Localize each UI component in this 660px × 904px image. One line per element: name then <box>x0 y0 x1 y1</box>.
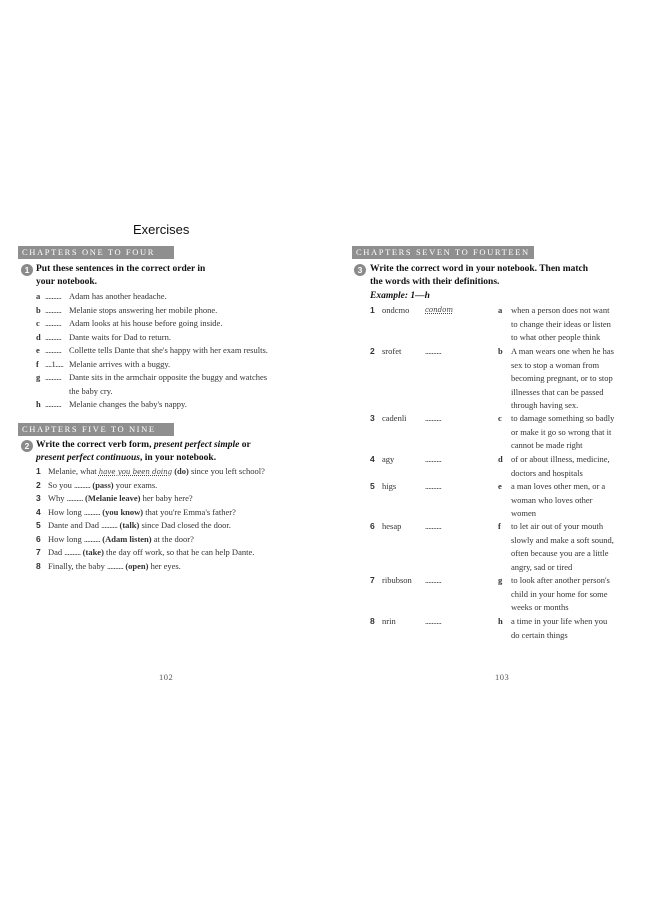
definition-line: to what other people think <box>511 332 601 342</box>
definition-letter: f <box>498 521 501 531</box>
section-bar-chapters-seven-to-fourteen: CHAPTERS SEVEN TO FOURTEEN <box>352 246 534 259</box>
exercise-number-3: 3 <box>354 264 366 276</box>
word-number: 7 <box>370 575 375 585</box>
right-page <box>330 0 660 904</box>
sentence-text: Dante sits in the armchair opposite the buggy and watches <box>69 372 268 382</box>
jumbled-word: nrin <box>382 616 396 626</box>
verb-prompt: (take) <box>82 547 104 557</box>
item-letter: f <box>36 358 39 369</box>
definition-text <box>511 304 631 345</box>
handwritten-answer: have you been doing <box>98 468 173 476</box>
verb-sentence <box>48 546 254 560</box>
answer-blank: .......... <box>101 520 118 530</box>
item-letter: b <box>36 304 41 315</box>
definition-line: doctors and hospitals <box>511 467 583 478</box>
definition-line: child in your home for some <box>511 588 608 599</box>
item-letter: d <box>36 331 41 342</box>
definition-line: slowly and make a soft sound, <box>511 534 614 545</box>
item-number: 6 <box>36 533 41 544</box>
exercise-number-2: 2 <box>21 440 33 452</box>
sentence-text: Adam looks at his house before going inside. <box>69 318 223 328</box>
handwritten-answer: condom <box>425 306 453 314</box>
answer-blank: .......... <box>64 547 81 557</box>
definition-letter: a <box>498 305 503 315</box>
answer-blank: .......... <box>45 304 62 315</box>
jumbled-word: ribubson <box>382 575 412 585</box>
item-letter: a <box>36 291 41 301</box>
definition-letter: h <box>498 616 503 626</box>
answer-blank: .......... <box>45 372 62 382</box>
definition-line: a time in your life when you <box>511 616 608 626</box>
item-letter: h <box>36 399 41 409</box>
definition-line: women <box>511 508 537 518</box>
word-number: 6 <box>370 521 375 531</box>
sentence-start: Finally, the baby <box>48 560 107 571</box>
word-number: 2 <box>370 346 375 356</box>
jumbled-word: cadenli <box>382 413 407 423</box>
sentence-text: Collette tells Dante that she's happy with her exam results. <box>69 345 268 355</box>
sentence-text: the baby cry. <box>69 385 113 396</box>
jumbled-word: ondcmo <box>382 305 410 315</box>
definition-line: to change their ideas or listen <box>511 318 611 329</box>
answer-blank: .......... <box>45 345 62 355</box>
sentence-text: Adam has another headache. <box>69 291 167 301</box>
sentence-start: Melanie, what <box>48 466 99 476</box>
verb-prompt: (open) <box>125 560 149 571</box>
verb-prompt: (you know) <box>102 506 144 517</box>
sentence-end: her baby here? <box>140 493 193 503</box>
sentence-start: Why <box>48 493 67 503</box>
exercise-2-instruction: Write the correct verb form, present perfect simple or present perfect continuous, in your notebook. <box>36 440 251 463</box>
sentence-end: the day off work, so that he can help Dante. <box>103 547 255 557</box>
jumbled-word: hesap <box>382 521 402 531</box>
answer-blank: .......... <box>425 454 442 464</box>
answer-blank: .......... <box>106 560 124 571</box>
item-letter: g <box>36 372 41 382</box>
item-number: 8 <box>36 560 41 571</box>
sentence-text: Melanie arrives with a buggy. <box>69 358 171 369</box>
definition-line: or make it go so wrong that it <box>511 426 612 437</box>
item-number: 3 <box>36 493 41 503</box>
answer-blank: .......... <box>83 533 101 544</box>
answer-blank: .......... <box>425 413 442 423</box>
definition-line: through having sex. <box>511 400 579 410</box>
answer-blank: .......... <box>425 616 442 626</box>
sentence-text: Dante waits for Dad to return. <box>69 331 171 342</box>
definition-letter: d <box>498 454 503 464</box>
jumbled-word: srofet <box>382 346 402 356</box>
verb-prompt: (pass) <box>92 479 114 490</box>
definition-line: cannot be made right <box>511 440 583 450</box>
verb-sentence <box>48 506 236 520</box>
verb-sentence <box>48 465 265 480</box>
definition-line: when a person does not want <box>511 305 610 315</box>
sentence-start: How long <box>48 506 84 517</box>
word-number: 8 <box>370 616 375 626</box>
definition-text <box>511 480 631 521</box>
sentence-start: How long <box>48 533 84 544</box>
definition-line: becoming pregnant, or to stop <box>511 373 613 383</box>
definition-line: of or about illness, medicine, <box>511 454 610 464</box>
item-number: 7 <box>36 547 41 557</box>
item-letter: c <box>36 318 40 328</box>
answer-blank: .......... <box>425 481 442 491</box>
sentence-end: that you're Emma's father? <box>143 506 236 517</box>
definition-text <box>511 412 631 453</box>
page-number-right: 103 <box>495 672 510 682</box>
sentence-end: since Dad closed the door. <box>139 520 231 530</box>
definition-line: illnesses that can be passed <box>511 386 604 397</box>
item-letter: e <box>36 345 40 355</box>
answer-blank: .......... <box>45 399 62 409</box>
definition-line: angry, sad or tired <box>511 561 573 572</box>
definition-line: A man wears one when he has <box>511 346 614 356</box>
verb-sentence <box>48 560 181 574</box>
exercise-3-example: Example: 1—h <box>370 291 430 301</box>
verb-prompt: (Adam listen) <box>102 533 152 544</box>
verb-sentence <box>48 533 194 547</box>
answer-blank: .......... <box>425 575 442 585</box>
verb-sentence <box>48 492 193 506</box>
definition-letter: g <box>498 575 503 585</box>
jumbled-word: agy <box>382 454 395 464</box>
sentence-text: Melanie stops answering her mobile phone. <box>69 304 218 315</box>
page-title: Exercises <box>133 222 190 237</box>
definition-line: to look after another person's <box>511 575 610 585</box>
item-number: 4 <box>36 506 41 517</box>
sentence-end: her eyes. <box>148 560 181 571</box>
word-number: 1 <box>370 305 375 315</box>
definition-line: to damage something so badly <box>511 413 615 423</box>
sentence-end: since you left school? <box>188 466 265 476</box>
sentence-end: at the door? <box>151 533 194 544</box>
answer-blank: .......... <box>45 318 62 328</box>
verb-prompt: (Melanie leave) <box>85 493 141 503</box>
definition-text <box>511 520 631 574</box>
sentence-start: So you <box>48 479 74 490</box>
definition-text <box>511 615 631 642</box>
answer-blank: .......... <box>425 346 442 356</box>
section-bar-chapters-one-to-four: CHAPTERS ONE TO FOUR <box>18 246 174 259</box>
definition-line: weeks or months <box>511 602 569 612</box>
sentence-start: Dad <box>48 547 65 557</box>
jumbled-word: higs <box>382 481 397 491</box>
definition-text <box>511 345 631 413</box>
exercise-3-instruction: Write the correct word in your notebook. Then match the words with their definitions. <box>370 264 589 287</box>
definition-line: woman who loves other <box>511 494 593 505</box>
definition-line: a man loves other men, or a <box>511 481 606 491</box>
item-number: 5 <box>36 520 41 530</box>
verb-sentence <box>48 479 157 493</box>
answer-blank: .......... <box>45 331 62 342</box>
definition-line: do certain things <box>511 629 568 640</box>
item-number: 1 <box>36 466 41 476</box>
definition-line: to let air out of your mouth <box>511 521 604 531</box>
answer-blank: .......... <box>66 493 83 503</box>
definition-letter: e <box>498 481 502 491</box>
sentence-start: Dante and Dad <box>48 520 102 530</box>
section-bar-chapters-five-to-nine: CHAPTERS FIVE TO NINE <box>18 423 174 436</box>
definition-line: often because you are a little <box>511 548 609 558</box>
definition-text <box>511 453 631 480</box>
verb-sentence <box>48 519 231 533</box>
definition-letter: c <box>498 413 502 423</box>
word-number: 5 <box>370 481 375 491</box>
answer-blank: .......... <box>73 479 91 490</box>
exercise-1-instruction: Put these sentences in the correct order in your notebook. <box>36 264 206 287</box>
answer-blank: .......... <box>425 521 442 531</box>
word-number: 3 <box>370 413 375 423</box>
answer-blank: ....1..... <box>45 358 64 369</box>
sentence-text: Melanie changes the baby's nappy. <box>69 399 187 409</box>
sentence-end: your exams. <box>113 479 158 490</box>
answer-blank: .......... <box>83 506 101 517</box>
answer-blank: .......... <box>45 291 62 301</box>
verb-prompt: (do) <box>174 466 189 476</box>
exercise-number-1: 1 <box>21 264 33 276</box>
page-number-left: 102 <box>159 672 174 682</box>
word-number: 4 <box>370 454 375 464</box>
verb-prompt: (talk) <box>119 520 140 530</box>
item-number: 2 <box>36 479 41 490</box>
definition-letter: b <box>498 346 503 356</box>
definition-text <box>511 574 631 615</box>
definition-line: sex to stop a woman from <box>511 359 600 370</box>
